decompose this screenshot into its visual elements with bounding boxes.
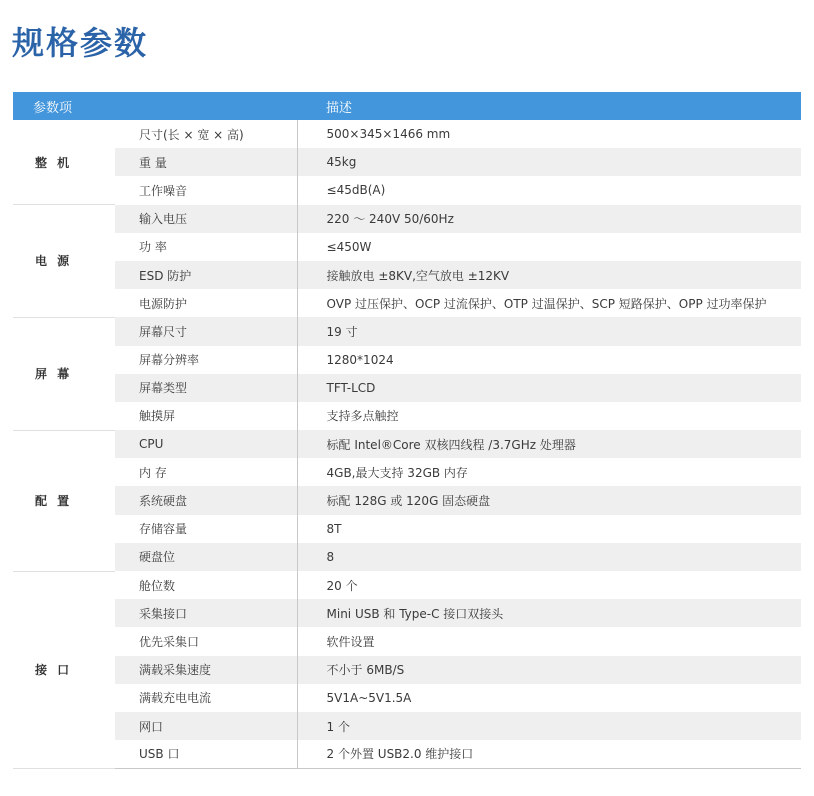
param-value: ≤450W — [326, 239, 372, 254]
param-name: 优先采集口 — [115, 627, 297, 655]
table-row — [13, 486, 801, 514]
param-value: TFT-LCD — [297, 374, 801, 402]
spec-table — [13, 92, 801, 769]
param-name: 尺寸(长 × 宽 × 高) — [115, 120, 297, 148]
param-name: ESD 防护 — [115, 261, 297, 289]
param-name: 工作噪音 — [115, 176, 297, 204]
table-row — [13, 120, 801, 148]
param-value: 45kg — [297, 148, 801, 176]
param-name: 舱位数 — [115, 571, 297, 599]
group-label: 屏 幕 — [13, 317, 115, 430]
page-title: 规格参数 — [12, 24, 149, 62]
param-name: 存储容量 — [115, 515, 297, 543]
table-row — [13, 317, 801, 345]
param-name: 内 存 — [115, 458, 297, 486]
param-name: 重 量 — [115, 148, 297, 176]
param-value: 支持多点触控 — [326, 409, 399, 424]
param-name: 屏幕类型 — [115, 374, 297, 402]
table-row — [13, 627, 801, 655]
table-row — [13, 684, 801, 712]
param-value: 不小于 6MB/S — [297, 656, 801, 684]
param-name: 屏幕尺寸 — [115, 317, 297, 345]
param-value: OVP 过压保护、OCP 过流保护、OTP 过温保护、SCP 短路保护、OPP 过功率保护 — [326, 296, 767, 311]
table-row — [13, 458, 801, 486]
param-name: 满载充电电流 — [115, 684, 297, 712]
table-row — [13, 515, 801, 543]
table-row — [13, 543, 801, 571]
param-name: 硬盘位 — [115, 543, 297, 571]
table-row — [13, 740, 801, 768]
table-row — [13, 205, 801, 233]
table-row — [13, 712, 801, 740]
param-value: 220 ～ 240V 50/60Hz — [297, 205, 801, 233]
header-row — [13, 92, 801, 120]
param-value: 20 个 — [326, 578, 358, 593]
param-value: Mini USB 和 Type-C 接口双接头 — [297, 599, 801, 627]
table-row — [13, 571, 801, 599]
param-value: 软件设置 — [326, 634, 375, 649]
header-desc: 描述 — [326, 100, 353, 116]
param-name: 网口 — [115, 712, 297, 740]
table-row — [13, 289, 801, 317]
param-value: 标配 128G 或 120G 固态硬盘 — [297, 486, 801, 514]
param-value: 1 个 — [297, 712, 801, 740]
group-label: 电 源 — [13, 205, 115, 318]
param-name: 功 率 — [115, 233, 297, 261]
table-row — [13, 599, 801, 627]
table-row — [13, 374, 801, 402]
table-header — [13, 92, 801, 120]
table-row — [13, 346, 801, 374]
param-value: 8 — [297, 543, 801, 571]
param-name: USB 口 — [115, 740, 297, 768]
param-name: CPU — [115, 430, 297, 458]
param-name: 触摸屏 — [115, 402, 297, 430]
param-value: 19 寸 — [297, 317, 801, 345]
table-row — [13, 430, 801, 458]
param-name: 采集接口 — [115, 599, 297, 627]
group-label: 整 机 — [13, 120, 115, 205]
header-param: 参数项 — [33, 100, 73, 116]
param-value: 标配 Intel®Core 双核四线程 /3.7GHz 处理器 — [297, 430, 801, 458]
param-value: 4GB,最大支持 32GB 内存 — [326, 465, 468, 480]
param-value: ≤45dB(A) — [326, 183, 386, 198]
param-name: 满载采集速度 — [115, 656, 297, 684]
table-row — [13, 656, 801, 684]
param-value: 接触放电 ±8KV,空气放电 ±12KV — [297, 261, 801, 289]
param-value: 1280*1024 — [326, 352, 394, 367]
param-name: 系统硬盘 — [115, 486, 297, 514]
table-row — [13, 233, 801, 261]
table-row — [13, 148, 801, 176]
param-value: 500×345×1466 mm — [326, 127, 451, 142]
group-label: 配 置 — [13, 430, 115, 571]
param-name: 电源防护 — [115, 289, 297, 317]
param-value: 5V1A~5V1.5A — [326, 690, 412, 705]
param-value: 2 个外置 USB2.0 维护接口 — [297, 740, 801, 768]
table-body — [13, 120, 801, 768]
table-row — [13, 402, 801, 430]
param-name: 屏幕分辨率 — [115, 346, 297, 374]
group-label: 接 口 — [13, 571, 115, 768]
param-value: 8T — [326, 521, 342, 536]
param-name: 输入电压 — [115, 205, 297, 233]
table-row — [13, 261, 801, 289]
table-row — [13, 176, 801, 204]
